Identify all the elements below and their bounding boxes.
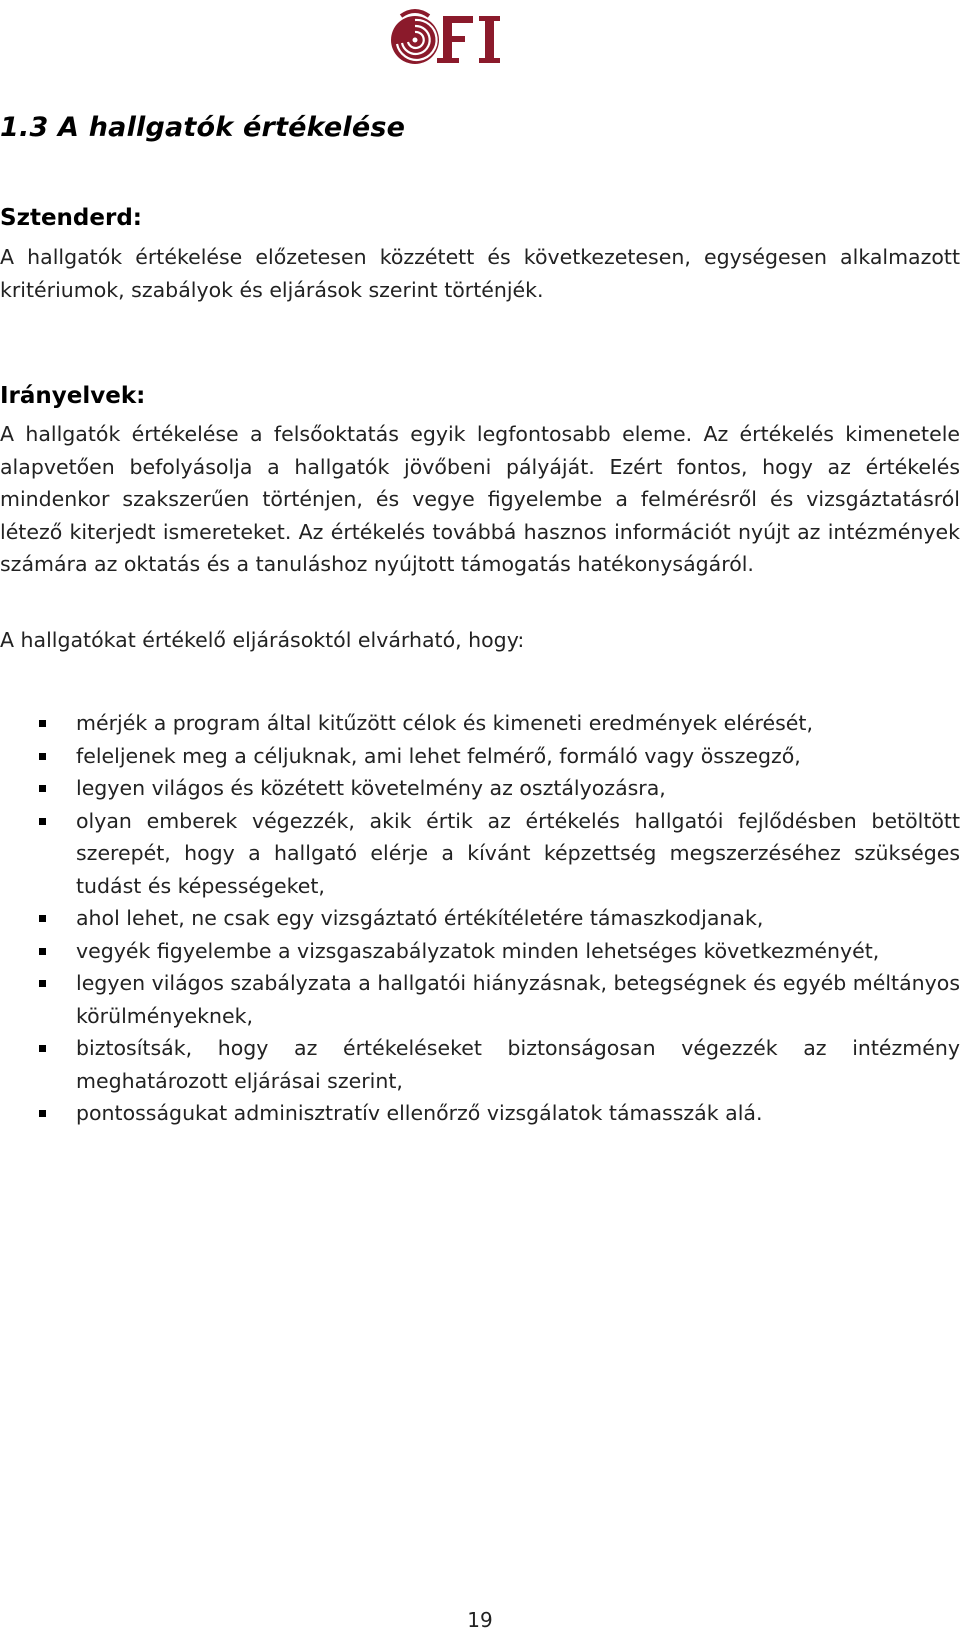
guidelines-title: Irányelvek: (0, 383, 146, 409)
list-item: pontosságukat adminisztratív ellenőrző vizsgálatok támasszák alá. (0, 1097, 960, 1130)
list-item: feleljenek meg a céljuknak, ami lehet felmérő, formáló vagy összegző, (0, 740, 960, 773)
page-number: 19 (467, 1608, 493, 1632)
list-item: ahol lehet, ne csak egy vizsgáztató értékítéletére támaszkodjanak, (0, 902, 960, 935)
section-heading: 1.3 A hallgatók értékelése (0, 112, 406, 143)
square-bullet-icon (39, 1110, 46, 1117)
square-bullet-icon (39, 1045, 46, 1052)
standard-text: A hallgatók értékelése előzetesen közzétett és következetesen, egységesen alkalmazott kritériumok, szabályok és eljárások szerint történjék. (0, 245, 960, 302)
list-item: vegyék figyelembe a vizsgaszabályzatok minden lehetséges következményét, (0, 935, 960, 968)
square-bullet-icon (39, 948, 46, 955)
standard-title: Sztenderd: (0, 205, 142, 231)
list-item: legyen világos szabályzata a hallgatói hiányzásnak, betegségnek és egyéb méltányos körülményeknek, (0, 967, 960, 1032)
square-bullet-icon (39, 915, 46, 922)
list-item: biztosítsák, hogy az értékeléseket biztonságosan végezzék az intézmény meghatározott eljárásai szerint, (0, 1032, 960, 1097)
list-item: legyen világos és közétett követelmény az osztályozásra, (0, 772, 960, 805)
square-bullet-icon (39, 753, 46, 760)
list-item: mérjék a program által kitűzött célok és kimeneti eredmények elérését, (0, 707, 960, 740)
square-bullet-icon (39, 818, 46, 825)
ofi-logo (389, 6, 519, 70)
requirements-list (0, 707, 960, 1130)
list-item: olyan emberek végezzék, akik értik az értékelés hallgatói fejlődésben betöltött szerepét, hogy a hallgató elérje a kívánt képzettség megszerzéséhez szükséges tudást és képességeket, (0, 805, 960, 903)
square-bullet-icon (39, 785, 46, 792)
square-bullet-icon (39, 720, 46, 727)
guidelines-intro: A hallgatókat értékelő eljárásoktól elvárható, hogy: (0, 628, 525, 652)
square-bullet-icon (39, 980, 46, 987)
guidelines-text: A hallgatók értékelése a felsőoktatás egyik legfontosabb eleme. Az értékelés kimenetele alapvetően befolyásolja a hallgatók jövőbeni pályáját. Ezért fontos, hogy az értékelés mindenkor szakszerűen történjen, és vegye figyelembe a felmérésről és vizsgáztatásról létező kiterjedt ismereteket. Az értékelés továbbá hasznos információt nyújt az intézmények számára az oktatás és a tanuláshoz nyújtott támogatás hatékonyságáról. (0, 422, 960, 576)
spiral-logo-icon (389, 6, 519, 70)
